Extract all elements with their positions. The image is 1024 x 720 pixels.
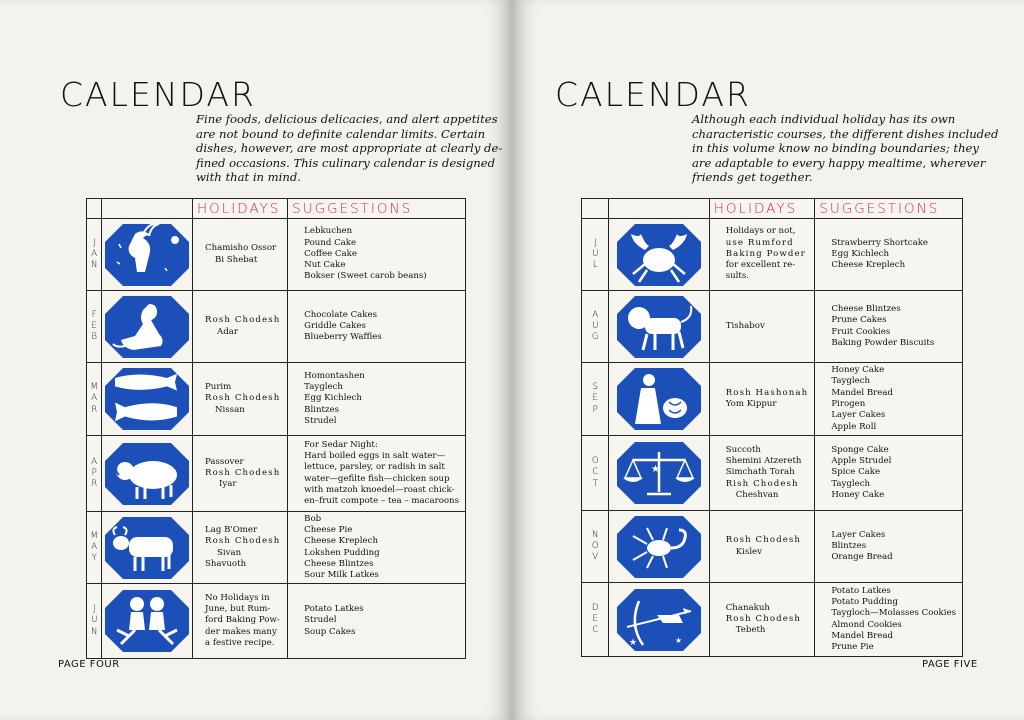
suggestions-cell bbox=[288, 436, 466, 512]
month-label: F E B bbox=[87, 291, 102, 363]
suggestion-text: Potato Latkes bbox=[304, 604, 364, 615]
table-row bbox=[582, 511, 963, 583]
leo-lion-icon bbox=[609, 291, 709, 363]
suggestion-text: Prune Pie bbox=[831, 642, 874, 653]
page-right bbox=[512, 0, 1024, 720]
suggestion-text: Nut Cake bbox=[304, 260, 346, 271]
scorpio-scorpion-icon bbox=[609, 511, 709, 583]
table-row bbox=[87, 512, 466, 584]
holiday-text: Succoth bbox=[725, 444, 761, 455]
table-row bbox=[87, 363, 466, 436]
holiday-text: sults. bbox=[725, 271, 750, 282]
table-row bbox=[582, 291, 963, 363]
suggestion-text: Spice Cake bbox=[831, 467, 881, 478]
suggestions-cell bbox=[815, 219, 963, 291]
suggestion-text: Cheese Blintzes bbox=[304, 558, 374, 569]
suggestion-text: Soup Cakes bbox=[304, 626, 356, 637]
suggestion-text: Tayglech bbox=[304, 382, 343, 393]
svg-text:★: ★ bbox=[651, 464, 661, 475]
holiday-text: Lag B'Omer bbox=[205, 524, 258, 535]
holidays-cell bbox=[193, 363, 288, 436]
holidays-cell bbox=[709, 219, 815, 291]
holidays-cell bbox=[709, 436, 815, 511]
page-title-left: CALENDAR bbox=[60, 75, 256, 114]
libra-scales-icon bbox=[609, 436, 709, 511]
month-label: J U L bbox=[582, 219, 609, 291]
sagittarius-archer-icon bbox=[609, 583, 709, 657]
intro-left bbox=[196, 112, 503, 185]
holiday-text: Shemini Atzereth bbox=[725, 456, 802, 467]
header-holidays: HOLIDAYS bbox=[193, 199, 288, 219]
holiday-text: June, but Rum- bbox=[205, 604, 271, 615]
month-label: S E P bbox=[582, 363, 609, 436]
intro-line: Fine foods, delicious delicacies, and alert appetites bbox=[196, 112, 498, 126]
suggestion-text: Prune Cakes bbox=[831, 315, 887, 326]
holidays-cell bbox=[709, 583, 815, 657]
holidays-cell bbox=[709, 511, 815, 583]
intro-line: are adaptable to every happy mealtime, wherever bbox=[692, 155, 986, 170]
gemini-twins-icon bbox=[102, 584, 193, 659]
suggestion-text: Pound Cake bbox=[304, 237, 357, 248]
holiday-text: Passover bbox=[205, 456, 244, 467]
month-label: A P R bbox=[87, 436, 102, 512]
suggestion-text: Layer Cakes bbox=[831, 410, 886, 421]
suggestion-text: Orange Bread bbox=[831, 552, 893, 563]
holiday-text: Rosh Chodesh bbox=[205, 393, 281, 404]
suggestion-text: with matzoh knoedel—roast chick- bbox=[304, 484, 455, 495]
holiday-text: Rosh Chodesh bbox=[725, 535, 802, 546]
suggestion-text: Potato Pudding bbox=[831, 596, 898, 607]
holiday-text: Purim bbox=[205, 382, 232, 393]
header-suggestions: SUGGESTIONS bbox=[288, 199, 466, 219]
holiday-text: Yom Kippur bbox=[725, 399, 777, 409]
aquarius-water-bearer-icon bbox=[102, 291, 193, 363]
holiday-text: Iyar bbox=[219, 479, 237, 490]
month-label: J A N bbox=[87, 219, 102, 291]
holiday-text: Rish Chodesh bbox=[725, 478, 799, 489]
suggestions-cell bbox=[288, 363, 466, 436]
suggestions-cell bbox=[288, 584, 466, 659]
holiday-text: Adar bbox=[217, 326, 238, 337]
month-label: O C T bbox=[582, 436, 609, 511]
holidays-cell bbox=[709, 291, 815, 363]
holiday-text: Chamisho Ossor bbox=[205, 243, 277, 254]
holiday-text: Shavuoth bbox=[205, 558, 247, 569]
suggestion-text: Honey Cake bbox=[831, 365, 885, 376]
suggestion-text: Griddle Cakes bbox=[304, 320, 366, 331]
suggestion-text: Blueberry Waffles bbox=[304, 332, 382, 343]
suggestion-text: Egg Kichlech bbox=[831, 248, 890, 259]
month-label: D E C bbox=[582, 583, 609, 657]
intro-line: friends get together. bbox=[692, 170, 813, 185]
suggestion-text: Tayglech bbox=[831, 376, 871, 387]
table-row bbox=[87, 584, 466, 659]
header-suggestions: SUGGESTIONS bbox=[815, 199, 963, 219]
intro-line: in this volume know no binding boundaries; they bbox=[692, 141, 979, 156]
taurus-bull-icon bbox=[102, 512, 193, 584]
holiday-text: Holidays or not, bbox=[725, 226, 796, 237]
holidays-cell bbox=[193, 512, 288, 584]
holiday-text: Rosh Hashonah bbox=[725, 387, 809, 398]
month-label: N O V bbox=[582, 511, 609, 583]
table-row bbox=[582, 219, 963, 291]
holiday-text: Tebeth bbox=[735, 625, 766, 636]
table-row bbox=[582, 583, 963, 657]
suggestion-text: Mandel Bread bbox=[831, 387, 893, 398]
suggestions-cell bbox=[288, 291, 466, 363]
holiday-text: Chanakuh bbox=[725, 602, 770, 613]
intro-line: Although each individual holiday has its own bbox=[692, 112, 956, 126]
suggestion-text: Cheese Kreplech bbox=[304, 536, 378, 547]
intro-line: are not bound to definite calendar limits. Certain bbox=[196, 126, 486, 141]
intro-right bbox=[692, 112, 999, 185]
holiday-text: Sivan bbox=[217, 547, 242, 558]
suggestion-text: Taygloch—Molasses Cookies bbox=[831, 608, 956, 619]
suggestion-text: Bokser (Sweet carob beans) bbox=[304, 271, 427, 282]
suggestion-text: Strawberry Shortcake bbox=[831, 237, 929, 248]
header-blank bbox=[102, 199, 193, 219]
holiday-text: a festive recipe. bbox=[205, 637, 275, 648]
table-row bbox=[582, 436, 963, 511]
suggestions-cell bbox=[288, 219, 466, 291]
table-row bbox=[582, 363, 963, 436]
intro-line: characteristic courses, the different dishes included bbox=[692, 126, 999, 141]
month-label: M A R bbox=[87, 363, 102, 436]
suggestions-cell bbox=[815, 436, 963, 511]
suggestion-text: Mandel Bread bbox=[831, 630, 893, 641]
header-blank bbox=[87, 199, 102, 219]
suggestion-text: For Sedar Night: bbox=[304, 439, 378, 450]
suggestion-text: Lebkuchen bbox=[304, 226, 353, 237]
table-row bbox=[87, 436, 466, 512]
month-label: J U N bbox=[87, 584, 102, 659]
holiday-text: ford Baking Pow- bbox=[205, 615, 280, 626]
intro-line: fined occasions. This culinary calendar is designed bbox=[196, 155, 496, 170]
suggestion-text: Baking Powder Biscuits bbox=[831, 337, 935, 348]
suggestions-cell bbox=[815, 583, 963, 657]
suggestion-text: Almond Cookies bbox=[831, 619, 902, 630]
suggestion-text: Strudel bbox=[304, 615, 337, 626]
table-header-row bbox=[87, 199, 466, 219]
suggestion-text: Lokshen Pudding bbox=[304, 547, 380, 558]
suggestion-text: water—gefilte fish—chicken soup bbox=[304, 473, 450, 484]
suggestion-text: Cheese Kreplech bbox=[831, 260, 906, 271]
suggestions-cell bbox=[815, 291, 963, 363]
holiday-text: use Rumford bbox=[725, 237, 794, 248]
header-blank bbox=[582, 199, 609, 219]
holiday-text: Rosh Chodesh bbox=[205, 467, 281, 478]
suggestion-text: Blintzes bbox=[831, 540, 867, 551]
pisces-fish-icon bbox=[102, 363, 193, 436]
intro-line: dishes, however, are most appropriate at clearly de- bbox=[196, 141, 503, 156]
suggestion-text: Apple Roll bbox=[831, 421, 877, 432]
suggestions-cell bbox=[288, 512, 466, 584]
suggestion-text: Bob bbox=[304, 513, 322, 524]
suggestion-text: Pirogen bbox=[831, 399, 866, 409]
table-row bbox=[87, 219, 466, 291]
page-number-right: PAGE FIVE bbox=[922, 659, 978, 670]
holiday-text: Nissan bbox=[215, 404, 245, 415]
holiday-text: Simchath Torah bbox=[725, 467, 795, 478]
suggestion-text: Sour Milk Latkes bbox=[304, 570, 379, 581]
suggestion-text: Hard boiled eggs in salt water— bbox=[304, 450, 446, 461]
holidays-cell bbox=[709, 363, 815, 436]
holidays-cell bbox=[193, 584, 288, 659]
holiday-text: No Holidays in bbox=[205, 592, 270, 603]
suggestion-text: Chocolate Cakes bbox=[304, 309, 377, 320]
holiday-text: Rosh Chodesh bbox=[205, 315, 281, 326]
holidays-cell bbox=[193, 219, 288, 291]
holiday-text: Tishabov bbox=[725, 320, 765, 331]
calendar-table-right bbox=[581, 198, 963, 657]
suggestion-text: Sponge Cake bbox=[831, 444, 889, 455]
holiday-text: Bi Shebat bbox=[215, 254, 258, 265]
holiday-text: der makes many bbox=[205, 626, 277, 637]
holiday-text: Cheshvan bbox=[735, 489, 779, 500]
table-header-row bbox=[582, 199, 963, 219]
virgo-maiden-icon bbox=[609, 363, 709, 436]
cancer-crab-icon bbox=[609, 219, 709, 291]
holiday-text: Rosh Chodesh bbox=[205, 536, 281, 547]
svg-text:★: ★ bbox=[675, 635, 683, 645]
suggestions-cell bbox=[815, 511, 963, 583]
month-label: A U G bbox=[582, 291, 609, 363]
suggestion-text: Homontashen bbox=[304, 370, 365, 381]
holidays-cell bbox=[193, 291, 288, 363]
suggestions-cell bbox=[815, 363, 963, 436]
suggestion-text: Strudel bbox=[304, 415, 337, 426]
suggestion-text: lettuce, parsley, or radish in salt bbox=[304, 462, 445, 473]
suggestion-text: Coffee Cake bbox=[304, 248, 357, 259]
capricorn-goat-icon bbox=[102, 219, 193, 291]
page-number-left: PAGE FOUR bbox=[58, 659, 120, 670]
month-label: M A Y bbox=[87, 512, 102, 584]
holiday-text: for excellent re- bbox=[725, 260, 796, 271]
table-row bbox=[87, 291, 466, 363]
suggestion-text: Apple Strudel bbox=[831, 456, 892, 467]
holidays-cell bbox=[193, 436, 288, 512]
calendar-table-left bbox=[86, 198, 466, 659]
suggestion-text: Layer Cakes bbox=[831, 529, 886, 540]
suggestion-text: Tayglech bbox=[831, 478, 871, 489]
intro-line: with that in mind. bbox=[196, 170, 301, 185]
header-holidays: HOLIDAYS bbox=[709, 199, 815, 219]
page-title-right: CALENDAR bbox=[555, 75, 751, 114]
suggestion-text: Blintzes bbox=[304, 404, 339, 415]
header-blank bbox=[609, 199, 709, 219]
suggestion-text: en–fruit compote – tea – macaroons bbox=[304, 496, 459, 507]
aries-ram-icon bbox=[102, 436, 193, 512]
holiday-text: Baking Powder bbox=[725, 248, 806, 259]
suggestion-text: Cheese Blintzes bbox=[831, 303, 901, 314]
svg-text:★: ★ bbox=[629, 637, 638, 648]
suggestion-text: Honey Cake bbox=[831, 489, 885, 500]
holiday-text: Kislev bbox=[735, 546, 763, 557]
suggestion-text: Fruit Cookies bbox=[831, 326, 891, 337]
holiday-text: Rosh Chodesh bbox=[725, 613, 802, 624]
suggestion-text: Cheese Pie bbox=[304, 524, 353, 535]
suggestion-text: Potato Latkes bbox=[831, 585, 891, 596]
suggestion-text: Egg Kichlech bbox=[304, 393, 362, 404]
